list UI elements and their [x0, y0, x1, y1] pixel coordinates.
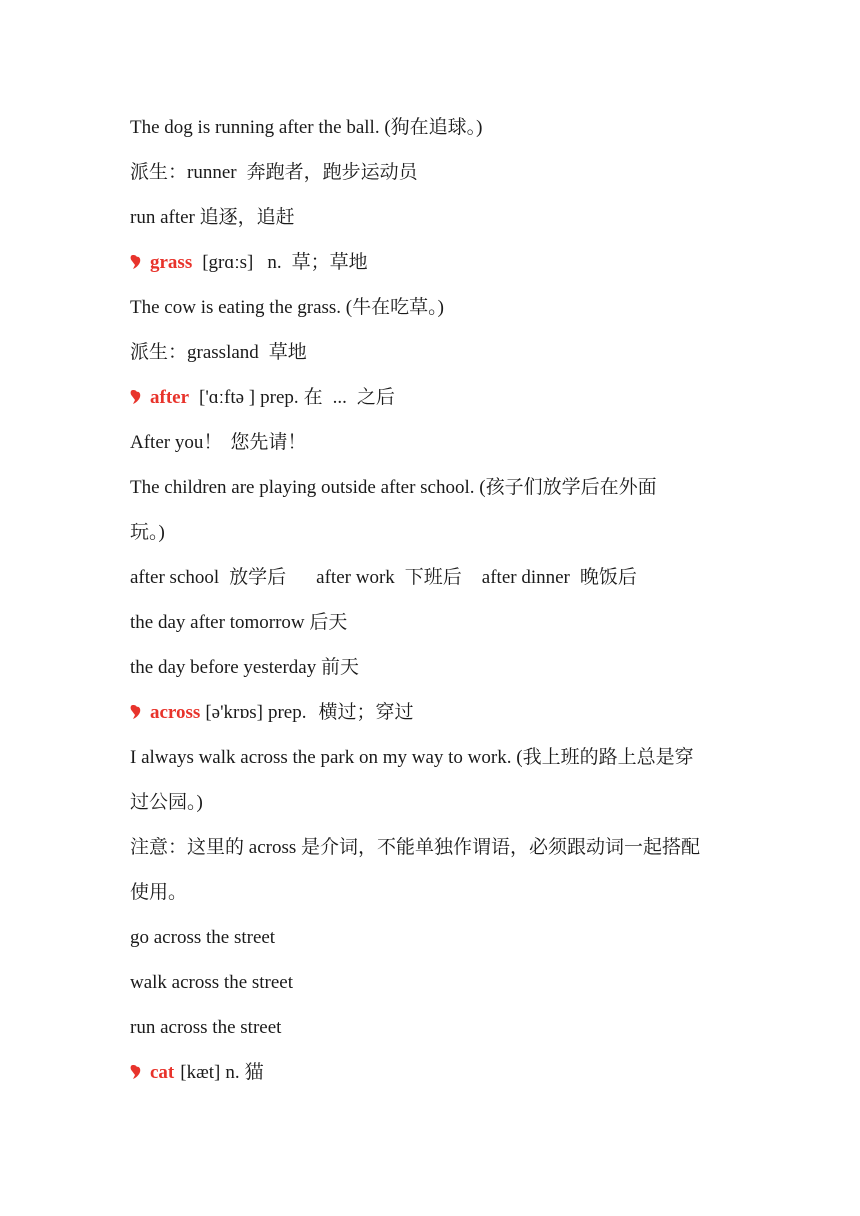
phrase-text: run after — [130, 207, 200, 228]
phrase-text: after school — [130, 567, 220, 588]
meaning-part: 在 — [303, 386, 323, 408]
phonetic: [grɑːs] — [202, 252, 254, 273]
headword: across — [150, 702, 201, 723]
phrase-list-line — [130, 555, 740, 600]
phonetic: [kæt] — [180, 1062, 221, 1083]
derived-word: runner — [187, 162, 237, 183]
example-sentence — [130, 285, 740, 330]
paren-close: ) — [476, 117, 483, 138]
derivation-line — [130, 150, 740, 195]
derived-meaning: 草地 — [268, 341, 307, 363]
meaning: 猫 — [244, 1061, 264, 1083]
example-sentence — [130, 735, 740, 780]
note-text: 是介词，不能单独作谓语，必须跟动词一起搭配 — [301, 836, 701, 858]
phrase-text: walk across the street — [130, 972, 294, 993]
example-sentence-cont — [130, 510, 740, 555]
part-of-speech: prep. — [267, 702, 307, 723]
phrase-meaning: 您先请！ — [230, 431, 307, 453]
phrase-line — [130, 600, 740, 645]
headword: after — [150, 387, 190, 408]
english-text: I always walk across the park on my way to work. ( — [130, 747, 523, 768]
entry-after — [130, 375, 740, 420]
headword: cat — [150, 1062, 175, 1083]
part-of-speech: n. — [225, 1062, 240, 1083]
phonetic: [ə'krɒs] — [205, 702, 263, 723]
chinese-text: 狗在追球。 — [390, 116, 477, 138]
note-line-cont — [130, 870, 740, 915]
phrase-text: after dinner — [481, 567, 570, 588]
english-text: The children are playing outside after school. ( — [130, 477, 486, 498]
note-text: 注意：这里的 — [130, 836, 245, 858]
chinese-text: 过公园。 — [130, 791, 197, 813]
example-sentence-cont — [130, 780, 740, 825]
phrase-line — [130, 420, 740, 465]
phrase-line — [130, 960, 740, 1005]
note-line — [130, 825, 740, 870]
paren-close: ) — [158, 522, 165, 543]
english-text: The cow is eating the grass. ( — [130, 297, 353, 318]
phrase-text: after work — [316, 567, 395, 588]
ellipsis: ... — [332, 387, 347, 408]
paren-close: ) — [196, 792, 203, 813]
phrase-meaning: 放学后 — [229, 566, 287, 588]
entry-cat — [130, 1050, 740, 1095]
entry-grass — [130, 240, 740, 285]
derivation-label: 派生： — [130, 341, 188, 363]
meaning: 草；草地 — [291, 251, 368, 273]
phrase-meaning: 后天 — [309, 611, 348, 633]
heart-bullet-icon — [130, 704, 144, 720]
derived-meaning: 奔跑者，跑步运动员 — [246, 161, 418, 183]
paren-close: ) — [437, 297, 444, 318]
derivation-line — [130, 330, 740, 375]
meaning-part: 之后 — [356, 386, 395, 408]
phrase-meaning: 前天 — [320, 656, 359, 678]
meaning: 横过；穿过 — [318, 701, 414, 723]
phonetic: ['ɑːftə ] — [199, 387, 256, 408]
heart-bullet-icon — [130, 1064, 144, 1080]
chinese-text: 我上班的路上总是穿 — [522, 746, 694, 768]
phrase-text: run across the street — [130, 1017, 282, 1038]
document-body — [130, 105, 740, 1095]
derived-word: grassland — [187, 342, 259, 363]
entry-across — [130, 690, 740, 735]
derivation-label: 派生： — [130, 161, 188, 183]
chinese-text: 玩。 — [130, 521, 159, 543]
example-sentence — [130, 465, 740, 510]
phrase-meaning: 晚饭后 — [579, 566, 637, 588]
chinese-text: 孩子们放学后在外面 — [485, 476, 657, 498]
phrase-text: After you！ — [130, 432, 223, 453]
note-text: 使用。 — [130, 881, 188, 903]
heart-bullet-icon — [130, 389, 144, 405]
english-text: The dog is running after the ball. ( — [130, 117, 391, 138]
phrase-line — [130, 1005, 740, 1050]
headword: grass — [150, 252, 193, 273]
phrase-text: go across the street — [130, 927, 276, 948]
heart-bullet-icon — [130, 254, 144, 270]
chinese-text: 牛在吃草。 — [352, 296, 438, 318]
part-of-speech: n. — [267, 252, 282, 273]
phrase-text: the day after tomorrow — [130, 612, 310, 633]
phrase-meaning: 追逐，追赶 — [199, 206, 295, 228]
phrase-line — [130, 915, 740, 960]
phrase-line — [130, 645, 740, 690]
phrase-text: the day before yesterday — [130, 657, 321, 678]
note-english: across — [244, 837, 301, 858]
phrase-meaning: 下班后 — [404, 566, 462, 588]
part-of-speech: prep. — [260, 387, 299, 408]
example-sentence — [130, 105, 740, 150]
phrase-line — [130, 195, 740, 240]
